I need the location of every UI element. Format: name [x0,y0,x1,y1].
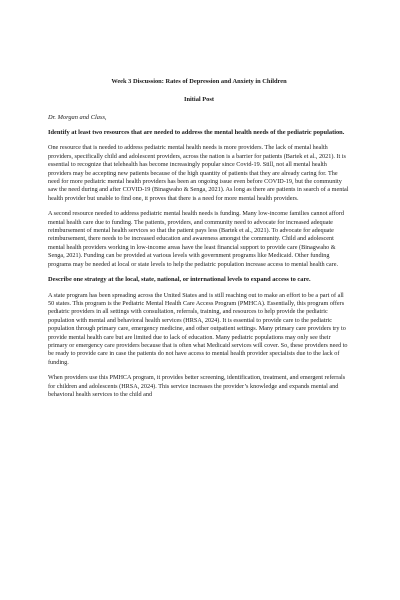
paragraph-3: A state program has been spreading across the United States and is still reaching out to make an effort to be a part of all 50 states. This program is the Pediatric Mental Health Care Access Program (PMHCA). Essentially, this program offers pediatric providers in all settings with consultation, referrals, training, and resources to help provide the pediatric population with mental and behavioral health services (HRSA, 2024). It is essential to provide care to the pediatric population through primary care, emergency medicine, and other outpatient settings. Many primary care providers try to provide mental health care but are limited due to lack of education. Many pediatric populations may only see their primary or emergency care providers because that is often what Medicaid services will cover. So, these providers need to be ready to provide care in case the patients do not have access to mental health provider specialists due to the lack of funding. [48,291,348,366]
document-title: Week 3 Discussion: Rates of Depression and Anxiety in Children [111,78,287,85]
document-subtitle: Initial Post [183,96,214,103]
salutation: Dr. Morgan and Class, [48,114,107,121]
paragraph-4: When providers use this PMHCA program, it provides better screening, identification, treatment, and emergent referrals for children and adolescents (HRSA, 2024). This service increases the provider’s knowledge and expands mental and behavioral health services to the child and [48,374,346,398]
question-heading-1: Identify at least two resources that are needed to address the mental health needs of the pediatric population. [48,129,345,136]
paragraph-2: A second resource needed to address pediatric mental health needs is funding. Many low-income families cannot afford mental health care due to funding. The patients, providers, and community need to advocate for increased adequate reimbursement of mental health services so that the patient pays less (Bartek et al., 2021). To advocate for adequate reimbursement, there needs to be increased education and awareness amongst the community. Child and adolescent mental health providers working in low-income areas have the least financial support to provide care (Binagwaho & Senga, 2021). Funding can be provided at various levels with government programs like Medicaid. Other funding programs may be needed at local or state levels to help the pediatric population increase access to mental health care. [48,210,344,268]
paragraph-1: One resource that is needed to address pediatric mental health needs is more providers. The lack of mental health providers, specifically child and adolescent providers, across the nation is a barrier for patients (Bartek et al., 2021). It is essential to recognize that telehealth has become increasingly popular since Covid-19. Still, not all mental health providers may be accepting new patients because of the high quantity of patients that they are already caring for. The need for more pediatric mental health providers has been an ongoing issue even before COVID-19, but the community saw the need during and after COVID-19 (Binagwaho & Senga, 2021). As long as there are patients in search of a mental health provider but unable to find one, it proves that there is a need for more mental health providers. [48,144,349,202]
question-heading-2: Describe one strategy at the local, state, national, or international levels to expand access to care. [48,276,311,284]
